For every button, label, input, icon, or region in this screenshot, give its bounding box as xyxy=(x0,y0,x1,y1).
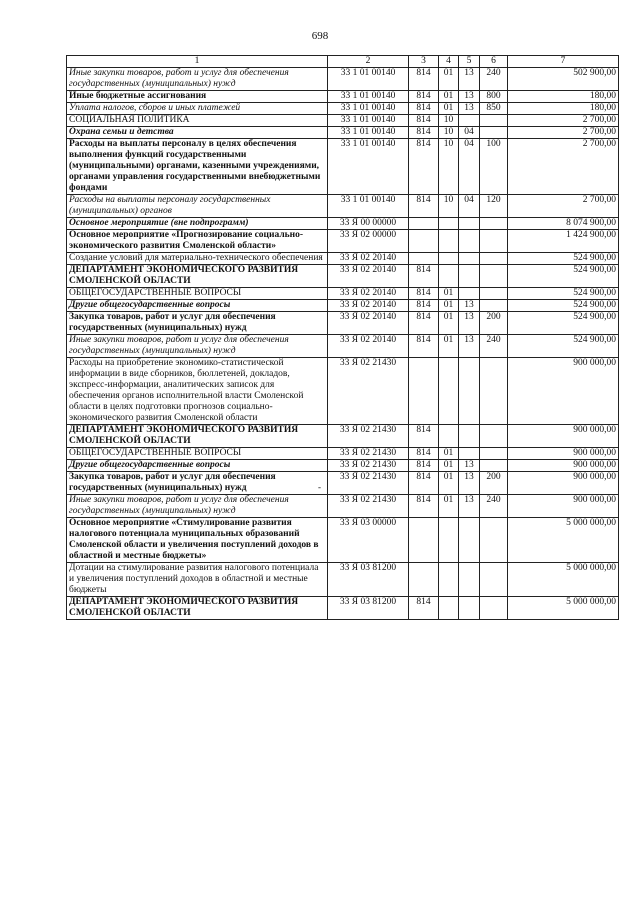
row-section: 01 xyxy=(439,288,459,300)
row-code: 33 1 01 00140 xyxy=(328,103,409,115)
row-name: ОБЩЕГОСУДАРСТВЕННЫЕ ВОПРОСЫ xyxy=(67,288,328,300)
row-code: 33 Я 02 20140 xyxy=(328,288,409,300)
row-subsection xyxy=(459,597,480,620)
row-ved xyxy=(409,563,439,597)
table-row xyxy=(67,335,619,358)
table-row xyxy=(67,518,619,563)
row-ved: 814 xyxy=(409,68,439,91)
row-amount: 900 000,00 xyxy=(508,448,619,460)
row-subsection xyxy=(459,115,480,127)
row-amount: 524 900,00 xyxy=(508,253,619,265)
row-name: ДЕПАРТАМЕНТ ЭКОНОМИЧЕСКОГО РАЗВИТИЯ СМОЛЕНСКОЙ ОБЛАСТИ xyxy=(67,265,328,288)
row-section: 01 xyxy=(439,68,459,91)
budget-table xyxy=(66,55,619,620)
row-code: 33 Я 03 81200 xyxy=(328,597,409,620)
row-code: 33 1 01 00140 xyxy=(328,91,409,103)
row-section: 01 xyxy=(439,472,459,495)
row-code: 33 Я 00 00000 xyxy=(328,218,409,230)
row-ved xyxy=(409,253,439,265)
row-name: ОБЩЕГОСУДАРСТВЕННЫЕ ВОПРОСЫ xyxy=(67,448,328,460)
row-amount: 1 424 900,00 xyxy=(508,230,619,253)
row-code: 33 Я 02 21430 xyxy=(328,460,409,472)
table-row xyxy=(67,253,619,265)
row-subsection xyxy=(459,253,480,265)
row-ved: 814 xyxy=(409,597,439,620)
row-code: 33 Я 02 21430 xyxy=(328,495,409,518)
row-subsection: 04 xyxy=(459,127,480,139)
row-amount: 2 700,00 xyxy=(508,195,619,218)
row-code: 33 Я 02 21430 xyxy=(328,448,409,460)
row-amount: 524 900,00 xyxy=(508,312,619,335)
row-amount: 524 900,00 xyxy=(508,265,619,288)
row-section: 01 xyxy=(439,495,459,518)
row-subsection: 13 xyxy=(459,495,480,518)
row-ved xyxy=(409,358,439,425)
row-amount: 524 900,00 xyxy=(508,288,619,300)
row-name: Иные бюджетные ассигнования xyxy=(67,91,328,103)
row-subsection xyxy=(459,448,480,460)
row-expense-type xyxy=(480,115,508,127)
row-name: Иные закупки товаров, работ и услуг для обеспечения государственных (муниципальных) нужд xyxy=(67,335,328,358)
row-expense-type xyxy=(480,127,508,139)
row-amount: 502 900,00 xyxy=(508,68,619,91)
row-code: 33 1 01 00140 xyxy=(328,195,409,218)
row-subsection xyxy=(459,563,480,597)
table-row xyxy=(67,103,619,115)
row-ved: 814 xyxy=(409,425,439,448)
row-amount: 900 000,00 xyxy=(508,495,619,518)
table-row xyxy=(67,425,619,448)
row-amount: 180,00 xyxy=(508,103,619,115)
row-ved xyxy=(409,518,439,563)
row-code: 33 Я 02 21430 xyxy=(328,472,409,495)
row-name: Основное мероприятие (вне подпрограмм) xyxy=(67,218,328,230)
row-name: Иные закупки товаров, работ и услуг для обеспечения государственных (муниципальных) нужд xyxy=(67,68,328,91)
row-ved: 814 xyxy=(409,115,439,127)
row-code: 33 Я 03 81200 xyxy=(328,563,409,597)
table-row xyxy=(67,472,619,495)
table-row xyxy=(67,195,619,218)
row-section xyxy=(439,518,459,563)
row-expense-type: 240 xyxy=(480,495,508,518)
row-amount: 900 000,00 xyxy=(508,460,619,472)
row-subsection xyxy=(459,425,480,448)
row-subsection: 13 xyxy=(459,103,480,115)
row-subsection xyxy=(459,358,480,425)
row-code: 33 Я 02 20140 xyxy=(328,300,409,312)
row-section: 01 xyxy=(439,335,459,358)
row-code: 33 1 01 00140 xyxy=(328,139,409,195)
row-expense-type xyxy=(480,288,508,300)
table-row xyxy=(67,115,619,127)
table-row xyxy=(67,448,619,460)
row-name: Основное мероприятие «Прогнозирование социально-экономического развития Смоленской области» xyxy=(67,230,328,253)
row-ved: 814 xyxy=(409,103,439,115)
row-code: 33 Я 02 21430 xyxy=(328,425,409,448)
row-code: 33 1 01 00140 xyxy=(328,115,409,127)
row-expense-type xyxy=(480,597,508,620)
row-name: Иные закупки товаров, работ и услуг для обеспечения государственных (муниципальных) нужд xyxy=(67,495,328,518)
table-header-row xyxy=(67,56,619,68)
row-expense-type: 850 xyxy=(480,103,508,115)
table-row xyxy=(67,312,619,335)
row-section: 01 xyxy=(439,300,459,312)
row-ved: 814 xyxy=(409,495,439,518)
row-name: Создание условий для материально-технического обеспечения xyxy=(67,253,328,265)
page-number: 698 xyxy=(311,30,329,42)
row-name: СОЦИАЛЬНАЯ ПОЛИТИКА xyxy=(67,115,328,127)
row-section: 01 xyxy=(439,460,459,472)
row-ved: 814 xyxy=(409,288,439,300)
row-subsection xyxy=(459,265,480,288)
row-amount: 5 000 000,00 xyxy=(508,597,619,620)
row-name: Основное мероприятие «Стимулирование развития налогового потенциала муниципальных образований Смоленской области и увеличения поступлений доходов в областной и местные бюджеты» xyxy=(67,518,328,563)
row-code: 33 Я 02 20140 xyxy=(328,265,409,288)
row-expense-type xyxy=(480,448,508,460)
row-expense-type: 240 xyxy=(480,335,508,358)
row-section xyxy=(439,230,459,253)
column-header: 6 xyxy=(480,56,508,68)
table-row xyxy=(67,230,619,253)
row-expense-type xyxy=(480,300,508,312)
row-name: Другие общегосударственные вопросы xyxy=(67,460,328,472)
row-amount: 900 000,00 xyxy=(508,472,619,495)
column-header: 3 xyxy=(409,56,439,68)
table-row xyxy=(67,218,619,230)
row-section: 01 xyxy=(439,312,459,335)
row-section: 01 xyxy=(439,103,459,115)
row-section xyxy=(439,358,459,425)
row-ved: 814 xyxy=(409,265,439,288)
row-expense-type xyxy=(480,358,508,425)
row-name: ДЕПАРТАМЕНТ ЭКОНОМИЧЕСКОГО РАЗВИТИЯ СМОЛЕНСКОЙ ОБЛАСТИ xyxy=(67,425,328,448)
row-amount: 900 000,00 xyxy=(508,425,619,448)
row-expense-type: 200 xyxy=(480,312,508,335)
row-section: 01 xyxy=(439,91,459,103)
row-code: 33 Я 02 21430 xyxy=(328,358,409,425)
row-expense-type: 120 xyxy=(480,195,508,218)
row-subsection: 13 xyxy=(459,472,480,495)
row-expense-type xyxy=(480,230,508,253)
table-row xyxy=(67,288,619,300)
row-subsection: 13 xyxy=(459,335,480,358)
row-name: Закупка товаров, работ и услуг для обеспечения государственных (муниципальных) нужд xyxy=(67,312,328,335)
row-section xyxy=(439,265,459,288)
column-header: 5 xyxy=(459,56,480,68)
row-name: Закупка товаров, работ и услуг для обеспечения государственных (муниципальных) нужд xyxy=(67,472,328,495)
row-subsection: 04 xyxy=(459,139,480,195)
table-row xyxy=(67,265,619,288)
row-ved: 814 xyxy=(409,127,439,139)
row-code: 33 Я 02 20140 xyxy=(328,312,409,335)
row-expense-type xyxy=(480,518,508,563)
row-code: 33 1 01 00140 xyxy=(328,127,409,139)
row-subsection: 13 xyxy=(459,460,480,472)
row-subsection: 04 xyxy=(459,195,480,218)
row-ved xyxy=(409,218,439,230)
row-ved: 814 xyxy=(409,139,439,195)
row-ved: 814 xyxy=(409,300,439,312)
row-amount: 5 000 000,00 xyxy=(508,518,619,563)
row-code: 33 1 01 00140 xyxy=(328,68,409,91)
row-section xyxy=(439,425,459,448)
table-row xyxy=(67,127,619,139)
row-subsection xyxy=(459,288,480,300)
table-row xyxy=(67,358,619,425)
row-code: 33 Я 03 00000 xyxy=(328,518,409,563)
column-header: 1 xyxy=(67,56,328,68)
row-subsection: 13 xyxy=(459,312,480,335)
row-amount: 900 000,00 xyxy=(508,358,619,425)
row-name: Расходы на выплаты персоналу государственных (муниципальных) органов xyxy=(67,195,328,218)
row-expense-type: 240 xyxy=(480,68,508,91)
row-expense-type xyxy=(480,563,508,597)
row-expense-type xyxy=(480,265,508,288)
row-amount: 524 900,00 xyxy=(508,335,619,358)
row-ved xyxy=(409,230,439,253)
row-amount: 524 900,00 xyxy=(508,300,619,312)
row-expense-type xyxy=(480,218,508,230)
row-section: 10 xyxy=(439,127,459,139)
row-expense-type xyxy=(480,253,508,265)
row-ved: 814 xyxy=(409,472,439,495)
table-row xyxy=(67,68,619,91)
row-ved: 814 xyxy=(409,91,439,103)
row-code: 33 Я 02 00000 xyxy=(328,230,409,253)
row-code: 33 Я 02 20140 xyxy=(328,335,409,358)
row-amount: 2 700,00 xyxy=(508,115,619,127)
row-subsection xyxy=(459,230,480,253)
table-row xyxy=(67,563,619,597)
row-subsection xyxy=(459,518,480,563)
row-ved: 814 xyxy=(409,460,439,472)
row-section xyxy=(439,597,459,620)
row-ved: 814 xyxy=(409,335,439,358)
row-amount: 2 700,00 xyxy=(508,139,619,195)
row-section: 01 xyxy=(439,448,459,460)
row-amount: 180,00 xyxy=(508,91,619,103)
row-ved: 814 xyxy=(409,312,439,335)
row-expense-type xyxy=(480,460,508,472)
column-header: 2 xyxy=(328,56,409,68)
row-expense-type xyxy=(480,425,508,448)
column-header: 4 xyxy=(439,56,459,68)
row-name: Расходы на приобретение экономико-статистической информации в виде сборников, бюллетеней, докладов, экспресс-информации, аналитических записок для обеспечения органов исполнительной власти Смоленской области в целях подготовки прогнозов социально-экономического развития Смоленской области xyxy=(67,358,328,425)
table-row xyxy=(67,300,619,312)
table-row xyxy=(67,139,619,195)
scan-mark: - xyxy=(318,482,321,492)
row-name: Дотации на стимулирование развития налогового потенциала и увеличения поступлений доходов в областной и местные бюджеты xyxy=(67,563,328,597)
row-section xyxy=(439,253,459,265)
row-expense-type: 800 xyxy=(480,91,508,103)
row-ved: 814 xyxy=(409,195,439,218)
row-name: ДЕПАРТАМЕНТ ЭКОНОМИЧЕСКОГО РАЗВИТИЯ СМОЛЕНСКОЙ ОБЛАСТИ xyxy=(67,597,328,620)
row-section: 10 xyxy=(439,115,459,127)
row-expense-type: 100 xyxy=(480,139,508,195)
table-row xyxy=(67,597,619,620)
row-subsection: 13 xyxy=(459,91,480,103)
row-subsection: 13 xyxy=(459,300,480,312)
row-name: Уплата налогов, сборов и иных платежей xyxy=(67,103,328,115)
row-section xyxy=(439,563,459,597)
row-ved: 814 xyxy=(409,448,439,460)
row-amount: 5 000 000,00 xyxy=(508,563,619,597)
row-section: 10 xyxy=(439,195,459,218)
row-name: Охрана семьи и детства xyxy=(67,127,328,139)
table-row xyxy=(67,495,619,518)
column-header: 7 xyxy=(508,56,619,68)
row-amount: 8 074 900,00 xyxy=(508,218,619,230)
row-name: Другие общегосударственные вопросы xyxy=(67,300,328,312)
row-section xyxy=(439,218,459,230)
table-row xyxy=(67,460,619,472)
row-section: 10 xyxy=(439,139,459,195)
row-code: 33 Я 02 20140 xyxy=(328,253,409,265)
row-name: Расходы на выплаты персоналу в целях обеспечения выполнения функций государственными (муниципальными) органами, казенными учреждениями, органами управления государственными внебюджетными фондами xyxy=(67,139,328,195)
row-subsection xyxy=(459,218,480,230)
row-expense-type: 200 xyxy=(480,472,508,495)
row-amount: 2 700,00 xyxy=(508,127,619,139)
table-row xyxy=(67,91,619,103)
row-subsection: 13 xyxy=(459,68,480,91)
